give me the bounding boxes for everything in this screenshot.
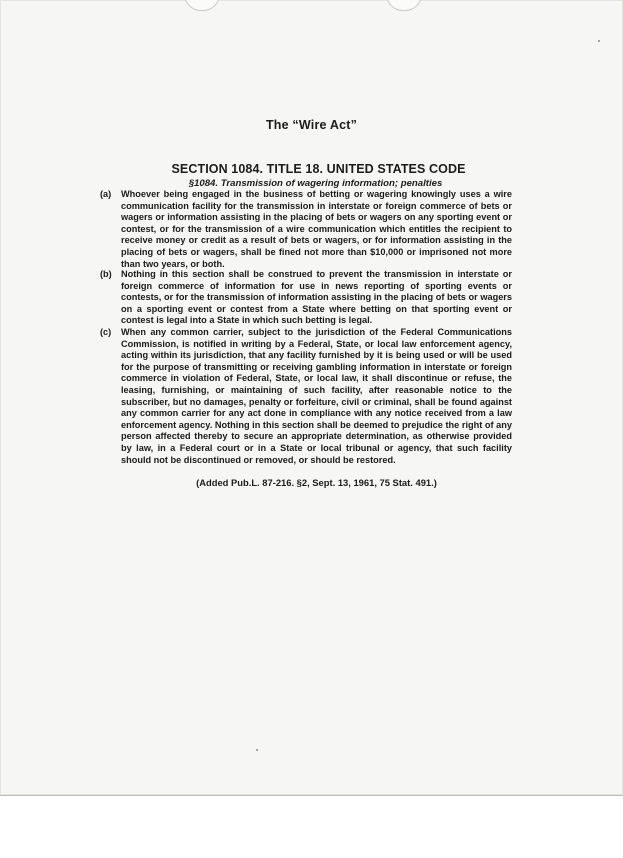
clause-a-text: Whoever being engaged in the business of betting or wagering knowingly uses a wire communication facility for the transmission in interstate or foreign commerce of bets or wagers or information assisting in the placing of bets or wagers on any sporting event or contest, or for the transmission of a wire communication which entitles the recipient to receive money or credit as a result of bets or wagers, or for information assisting in the placing of bets or wagers, shall be fined not more than $10,000 or imprisoned not more than two years, or both. (121, 189, 512, 269)
clause-b-text: Nothing in this section shall be construed to prevent the transmission in interstate or foreign commerce of information for use in news reporting of sporting events or contests, or for the transmission of information assisting in the placing of bets or wagers on a sporting event or contest from a State where betting on that sporting event or contest is legal into a State in which such betting is legal. (121, 269, 512, 326)
clause-c-text: When any common carrier, subject to the jurisdiction of the Federal Communications Commission, is notified in writing by a Federal, State, or local law enforcement agency, acting within its jurisdiction, that any facility furnished by it is being used or will be used for the purpose of transmitting or receiving gambling information in interstate or foreign commerce in violation of Federal, State, or local law, it shall discontinue or refuse, the leasing, furnishing, or maintaining of such facility, after reasonable notice to the subscriber, but no damages, penalty or forfeiture, civil or criminal, shall be found against any common carrier for any act done in compliance with any notice received from a law enforcement agency. Nothing in this section shall be deemed to prejudice the right of any person affected thereby to secure an appropriate determination, as otherwise provided by law, in a Federal court or in a State or local tribunal or agency, that such facility should not be discontinued or removed, or should be restored. (121, 327, 512, 465)
punch-hole-left (184, 0, 220, 11)
clause-b (100, 269, 512, 327)
punch-hole-right (386, 0, 422, 11)
clause-a-marker: (a) (100, 189, 112, 199)
scan-speck (598, 40, 600, 42)
clause-c-marker: (c) (100, 327, 112, 337)
citation: (Added Pub.L. 87-216. §2, Sept. 13, 1961, 75 Stat. 491.) (196, 477, 437, 488)
clause-b-marker: (b) (100, 269, 112, 279)
clause-c (100, 327, 512, 466)
scan-speck (256, 749, 258, 751)
section-subheading: §1084. Transmission of wagering information; penalties (188, 178, 443, 189)
document-title: The “Wire Act” (265, 118, 358, 132)
section-heading: SECTION 1084. TITLE 18. UNITED STATES CODE (171, 162, 466, 176)
page-bottom-edge (0, 795, 623, 796)
clause-a (100, 189, 512, 270)
